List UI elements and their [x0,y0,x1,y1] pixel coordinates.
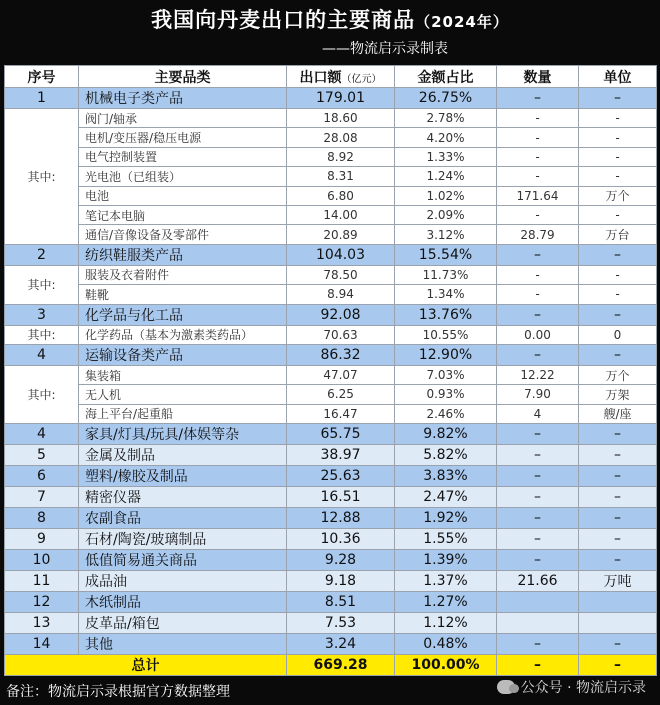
cell-category: 机械电子类产品 [79,88,287,109]
table-subrow [5,225,657,244]
cell-share: 7.03% [395,365,497,384]
cell-category: 集装箱 [79,365,287,384]
cell-export: 179.01 [287,88,395,109]
wechat-icon [497,680,515,694]
cell-share: 5.82% [395,445,497,466]
cell-qty: 7.90 [497,385,579,404]
cell-unit: 万个 [579,365,657,384]
table-row [5,529,657,550]
cell-category: 成品油 [79,571,287,592]
cell-seq: 4 [5,344,79,365]
cell-share: 1.37% [395,571,497,592]
cell-qty: – [497,634,579,655]
page-subtitle: ——物流启示录制表 [322,41,448,57]
table-body [5,66,657,676]
table-row [5,88,657,109]
cell-qty: - [497,167,579,186]
table-subrow [5,167,657,186]
export-table [4,65,657,676]
cell-unit: – [579,508,657,529]
cell-qty: - [497,285,579,304]
cell-category: 精密仪器 [79,487,287,508]
col-header-unit: 单位 [579,66,657,88]
cell-share: 1.12% [395,613,497,634]
table-row [5,344,657,365]
cell-seq: 1 [5,88,79,109]
page-title: 我国向丹麦出口的主要商品（2024年） [151,8,509,32]
cell-unit: 0 [579,325,657,344]
cell-unit: 万架 [579,385,657,404]
cell-export: 8.51 [287,592,395,613]
cell-category: 服装及衣着附件 [79,265,287,284]
cell-qty: 171.64 [497,186,579,205]
col-header-qty: 数量 [497,66,579,88]
cell-seq: 2 [5,244,79,265]
cell-unit [579,592,657,613]
cell-qty [497,592,579,613]
cell-category: 化学药品（基本为激素类药品） [79,325,287,344]
cell-category: 通信/音像设备及零部件 [79,225,287,244]
cell-unit: – [579,550,657,571]
table-subrow [5,147,657,166]
cell-unit: – [579,466,657,487]
cell-unit: - [579,285,657,304]
cell-unit: - [579,205,657,224]
cell-seq: 4 [5,424,79,445]
cell-share: 2.09% [395,205,497,224]
cell-qty: – [497,424,579,445]
cell-share: 1.02% [395,186,497,205]
cell-share: 1.39% [395,550,497,571]
cell-qty: – [497,344,579,365]
cell-qty: – [497,508,579,529]
cell-qty: – [497,244,579,265]
cell-unit: – [579,634,657,655]
cell-qty: - [497,265,579,284]
cell-share: 3.83% [395,466,497,487]
cell-category: 农副食品 [79,508,287,529]
cell-unit: 万台 [579,225,657,244]
cell-seq: 14 [5,634,79,655]
cell-category: 其他 [79,634,287,655]
table-row [5,592,657,613]
cell-export: 20.89 [287,225,395,244]
cell-seq: 10 [5,550,79,571]
table-header-row [5,66,657,88]
cell-share: 2.78% [395,109,497,128]
cell-export: 65.75 [287,424,395,445]
cell-seq: 6 [5,466,79,487]
total-share: 100.00% [395,655,497,676]
cell-export: 9.28 [287,550,395,571]
col-header-seq: 序号 [5,66,79,88]
cell-qty: – [497,304,579,325]
watermark: 公众号 · 物流启示录 [497,677,646,697]
cell-share: 13.76% [395,304,497,325]
cell-share: 0.93% [395,385,497,404]
cell-qty: - [497,128,579,147]
table-subrow [5,285,657,304]
cell-share: 10.55% [395,325,497,344]
cell-seq: 7 [5,487,79,508]
cell-qty: – [497,487,579,508]
qizhong-label: 其中: [5,325,79,344]
cell-category: 无人机 [79,385,287,404]
cell-export: 18.60 [287,109,395,128]
cell-export: 6.25 [287,385,395,404]
cell-unit: 万吨 [579,571,657,592]
cell-category: 家具/灯具/玩具/体娱等杂 [79,424,287,445]
cell-unit: – [579,529,657,550]
cell-share: 15.54% [395,244,497,265]
cell-share: 9.82% [395,424,497,445]
cell-unit: 艘/座 [579,404,657,423]
cell-export: 47.07 [287,365,395,384]
cell-export: 14.00 [287,205,395,224]
col-header-export-unit: （亿元） [341,73,382,85]
cell-category: 运输设备类产品 [79,344,287,365]
cell-seq: 12 [5,592,79,613]
cell-qty: – [497,529,579,550]
cell-share: 2.47% [395,487,497,508]
table-subrow [5,325,657,344]
cell-category: 塑料/橡胶及制品 [79,466,287,487]
cell-category: 木纸制品 [79,592,287,613]
cell-share: 1.24% [395,167,497,186]
cell-unit: - [579,147,657,166]
qizhong-label: 其中: [5,109,79,245]
cell-qty: - [497,109,579,128]
col-header-export: 出口额（亿元） [287,66,395,88]
cell-export: 70.63 [287,325,395,344]
cell-category: 海上平台/起重船 [79,404,287,423]
cell-export: 86.32 [287,344,395,365]
cell-qty: - [497,205,579,224]
cell-share: 1.27% [395,592,497,613]
cell-share: 1.92% [395,508,497,529]
cell-export: 9.18 [287,571,395,592]
cell-export: 16.51 [287,487,395,508]
cell-qty: - [497,147,579,166]
table-subrow [5,109,657,128]
cell-seq: 8 [5,508,79,529]
table-row [5,634,657,655]
cell-qty: – [497,88,579,109]
table-row [5,466,657,487]
cell-category: 光电池（已组装） [79,167,287,186]
table-row [5,508,657,529]
cell-share: 4.20% [395,128,497,147]
cell-seq: 9 [5,529,79,550]
cell-export: 38.97 [287,445,395,466]
cell-unit [579,613,657,634]
cell-share: 12.90% [395,344,497,365]
cell-export: 8.92 [287,147,395,166]
cell-seq: 13 [5,613,79,634]
table-row [5,550,657,571]
total-export: 669.28 [287,655,395,676]
cell-unit: – [579,344,657,365]
cell-seq: 3 [5,304,79,325]
cell-export: 8.94 [287,285,395,304]
table-row [5,424,657,445]
table-subrow [5,365,657,384]
qizhong-label: 其中: [5,265,79,304]
table-subrow [5,186,657,205]
cell-category: 阀门/轴承 [79,109,287,128]
cell-seq: 5 [5,445,79,466]
footer-note: 备注：物流启示录根据官方数据整理 [6,684,230,700]
cell-seq: 11 [5,571,79,592]
cell-share: 1.34% [395,285,497,304]
cell-export: 25.63 [287,466,395,487]
cell-category: 电气控制装置 [79,147,287,166]
cell-export: 3.24 [287,634,395,655]
cell-export: 6.80 [287,186,395,205]
cell-qty: 21.66 [497,571,579,592]
table-row [5,571,657,592]
cell-unit: – [579,445,657,466]
table-subrow [5,128,657,147]
cell-qty: 4 [497,404,579,423]
qizhong-label: 其中: [5,365,79,423]
total-row [5,655,657,676]
cell-category: 鞋靴 [79,285,287,304]
total-unit: – [579,655,657,676]
cell-unit: – [579,487,657,508]
table-row [5,304,657,325]
table-subrow [5,385,657,404]
cell-share: 1.55% [395,529,497,550]
cell-category: 化学品与化工品 [79,304,287,325]
cell-unit: - [579,128,657,147]
cell-export: 28.08 [287,128,395,147]
cell-category: 低值简易通关商品 [79,550,287,571]
cell-export: 78.50 [287,265,395,284]
table-subrow [5,265,657,284]
table-row [5,445,657,466]
col-header-category: 主要品类 [79,66,287,88]
total-qty: – [497,655,579,676]
cell-unit: – [579,304,657,325]
cell-share: 26.75% [395,88,497,109]
table-subrow [5,404,657,423]
title-year: （2024年） [415,13,509,31]
table-subrow [5,205,657,224]
table-row [5,487,657,508]
cell-export: 92.08 [287,304,395,325]
cell-category: 电机/变压器/稳压电源 [79,128,287,147]
cell-share: 1.33% [395,147,497,166]
cell-export: 104.03 [287,244,395,265]
cell-export: 8.31 [287,167,395,186]
cell-category: 石材/陶瓷/玻璃制品 [79,529,287,550]
total-label: 总计 [5,655,287,676]
cell-share: 3.12% [395,225,497,244]
cell-unit: – [579,88,657,109]
cell-category: 电池 [79,186,287,205]
cell-qty: – [497,445,579,466]
cell-unit: – [579,244,657,265]
cell-unit: - [579,265,657,284]
cell-qty [497,613,579,634]
cell-category: 皮革品/箱包 [79,613,287,634]
cell-unit: – [579,424,657,445]
cell-export: 16.47 [287,404,395,423]
table-row [5,613,657,634]
cell-qty: – [497,550,579,571]
cell-unit: - [579,167,657,186]
cell-category: 笔记本电脑 [79,205,287,224]
cell-qty: 0.00 [497,325,579,344]
cell-unit: 万个 [579,186,657,205]
cell-qty: 12.22 [497,365,579,384]
cell-share: 0.48% [395,634,497,655]
cell-export: 12.88 [287,508,395,529]
cell-share: 11.73% [395,265,497,284]
cell-share: 2.46% [395,404,497,423]
cell-export: 7.53 [287,613,395,634]
cell-unit: - [579,109,657,128]
cell-qty: 28.79 [497,225,579,244]
cell-qty: – [497,466,579,487]
table-row [5,244,657,265]
cell-export: 10.36 [287,529,395,550]
cell-category: 纺织鞋服类产品 [79,244,287,265]
col-header-share: 金额占比 [395,66,497,88]
cell-category: 金属及制品 [79,445,287,466]
